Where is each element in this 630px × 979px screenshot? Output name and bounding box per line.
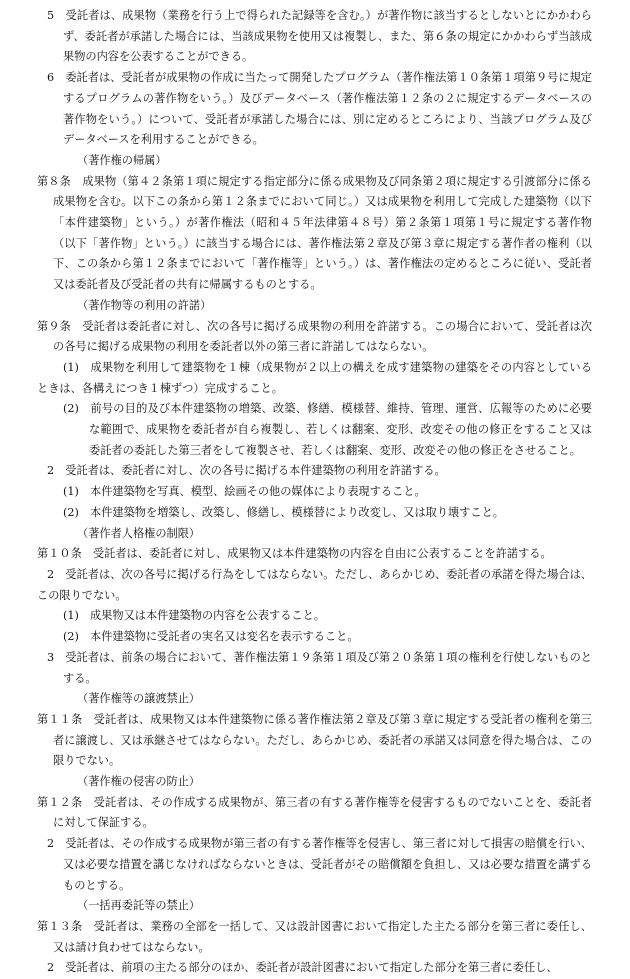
article-8-caption: （著作権の帰属） <box>77 153 167 167</box>
article-12: 第１２条 受託者は、その作成する成果物が、第三者の有する著作権等を侵害するものでないことを、委託者に対して保証する。 <box>37 795 592 830</box>
article-9-p2-item-1: (1) 本件建築物を写真、模型、絵画その他の媒体により表現すること。 <box>63 485 426 499</box>
article-9-item-2: (2) 前号の目的及び本件建築物の増築、改築、修繕、模様替、維持、管理、運営、広報等のために必要な範囲で、成果物を委託者が自ら複製し、若しくは翻案、変形、改変その他の修正をすること又は委託者の委託した第三者をして複製させ、若しくは翻案、変形、改変その他の修正をさせること。 <box>63 402 592 457</box>
article-13-paragraph-2: 2 受託者は、前項の主たる部分のほか、委託者が設計図書において指定した部分を第三者に委任し、 <box>47 961 558 975</box>
article-9-item-1: (1) 成果物を利用して建築物を１棟（成果物が２以上の構えを成す建築物の建築をその内容としているときは、各構えにつき１棟ずつ）完成すること。 <box>37 360 592 395</box>
article-10-caption: （著作者人格権の制限） <box>77 526 201 540</box>
article-13: 第１３条 受託者は、業務の全部を一括して、又は設計図書において指定した主たる部分を第三者に委任し、又は請け負わせてはならない。 <box>37 919 592 954</box>
paragraph-6: 6 委託者は、受託者が成果物の作成に当たって開発したプログラム（著作権法第１０条第１項第９号に規定するプログラムの著作物をいう。）及びデータベース（著作権法第１２条の２に規定するデータベースの著作物をいう。）について、受託者が承諾した場合には、別に定めるところにより、当該プログラム及びデータベースを利用することができる。 <box>47 71 592 147</box>
paragraph-5: 5 受託者は、成果物（業務を行う上で得られた記録等を含む。）が著作物に該当するとしないとにかかわらず、委託者が承諾した場合には、当該成果物を使用又は複製し、また、第６条の規定にかかわらず当該成果物の内容を公表することができる。 <box>47 9 592 64</box>
article-10-paragraph-3: 3 受託者は、前条の場合において、著作権法第１９条第１項及び第２０条第１項の権利を行使しないものとする。 <box>47 650 592 685</box>
article-11: 第１１条 受託者は、成果物又は本件建築物に係る著作権法第２章及び第３章に規定する受託者の権利を第三者に譲渡し、又は承継させてはならない。ただし、あらかじめ、委託者の承諾又は同意を得た場合は、この限りでない。 <box>37 712 592 768</box>
article-10-paragraph-2: 2 受託者は、次の各号に掲げる行為をしてはならない。ただし、あらかじめ、委託者の承諾を得た場合は、この限りでない。 <box>37 567 592 602</box>
article-12-caption: （著作権の侵害の防止） <box>77 775 201 789</box>
article-12-paragraph-2: 2 受託者は、その作成する成果物が第三者の有する著作権等を侵害し、第三者に対して損害の賠償を行い、又は必要な措置を講じなければならないときは、受託者がその賠償額を負担し、又は必要な措置を講ずるものとする。 <box>47 837 592 892</box>
article-11-caption: （著作権等の譲渡禁止） <box>77 692 201 706</box>
article-13-caption: （一括再委託等の禁止） <box>77 899 201 913</box>
article-9: 第９条 受託者は委託者に対し、次の各号に掲げる成果物の利用を許諾する。この場合において、受託者は次の各号に掲げる成果物の利用を委託者以外の第三者に許諾してはならない。 <box>37 319 592 354</box>
article-10-p2-item-1: (1) 成果物又は本件建築物の内容を公表すること。 <box>63 609 325 623</box>
article-10-p2-item-2: (2) 本件建築物に受託者の実名又は変名を表示すること。 <box>63 630 359 644</box>
article-9-caption: （著作物等の利用の許諾） <box>77 298 212 312</box>
article-9-paragraph-2: 2 受託者は、委託者に対し、次の各号に掲げる本件建築物の利用を許諾する。 <box>47 464 446 478</box>
article-9-p2-item-2: (2) 本件建築物を増築し、改築し、修繕し、模様替により改変し、又は取り壊すこと。 <box>63 505 504 519</box>
article-8: 第８条 成果物（第４２条第１項に規定する指定部分に係る成果物及び同条第２項に規定する引渡部分に係る成果物を含む。以下この条から第１２条までにおいて同じ。）又は成果物を利用して完成した建築物（以下「本件建築物」という。）が著作権法（昭和４５年法律第４８号）第２条第１項第１号に規定する著作物（以下「著作物」という。）に該当する場合には、著作権法第２章及び第３章に規定する著作者の権利（以下、この条から第１２条までにおいて「著作権等」という。）は、著作権法の定めるところに従い、受託者又は委託者及び受託者の共有に帰属するものとする。 <box>37 174 592 292</box>
article-10: 第１０条 受託者は、委託者に対し、成果物又は本件建築物の内容を自由に公表することを許諾する。 <box>37 547 552 561</box>
